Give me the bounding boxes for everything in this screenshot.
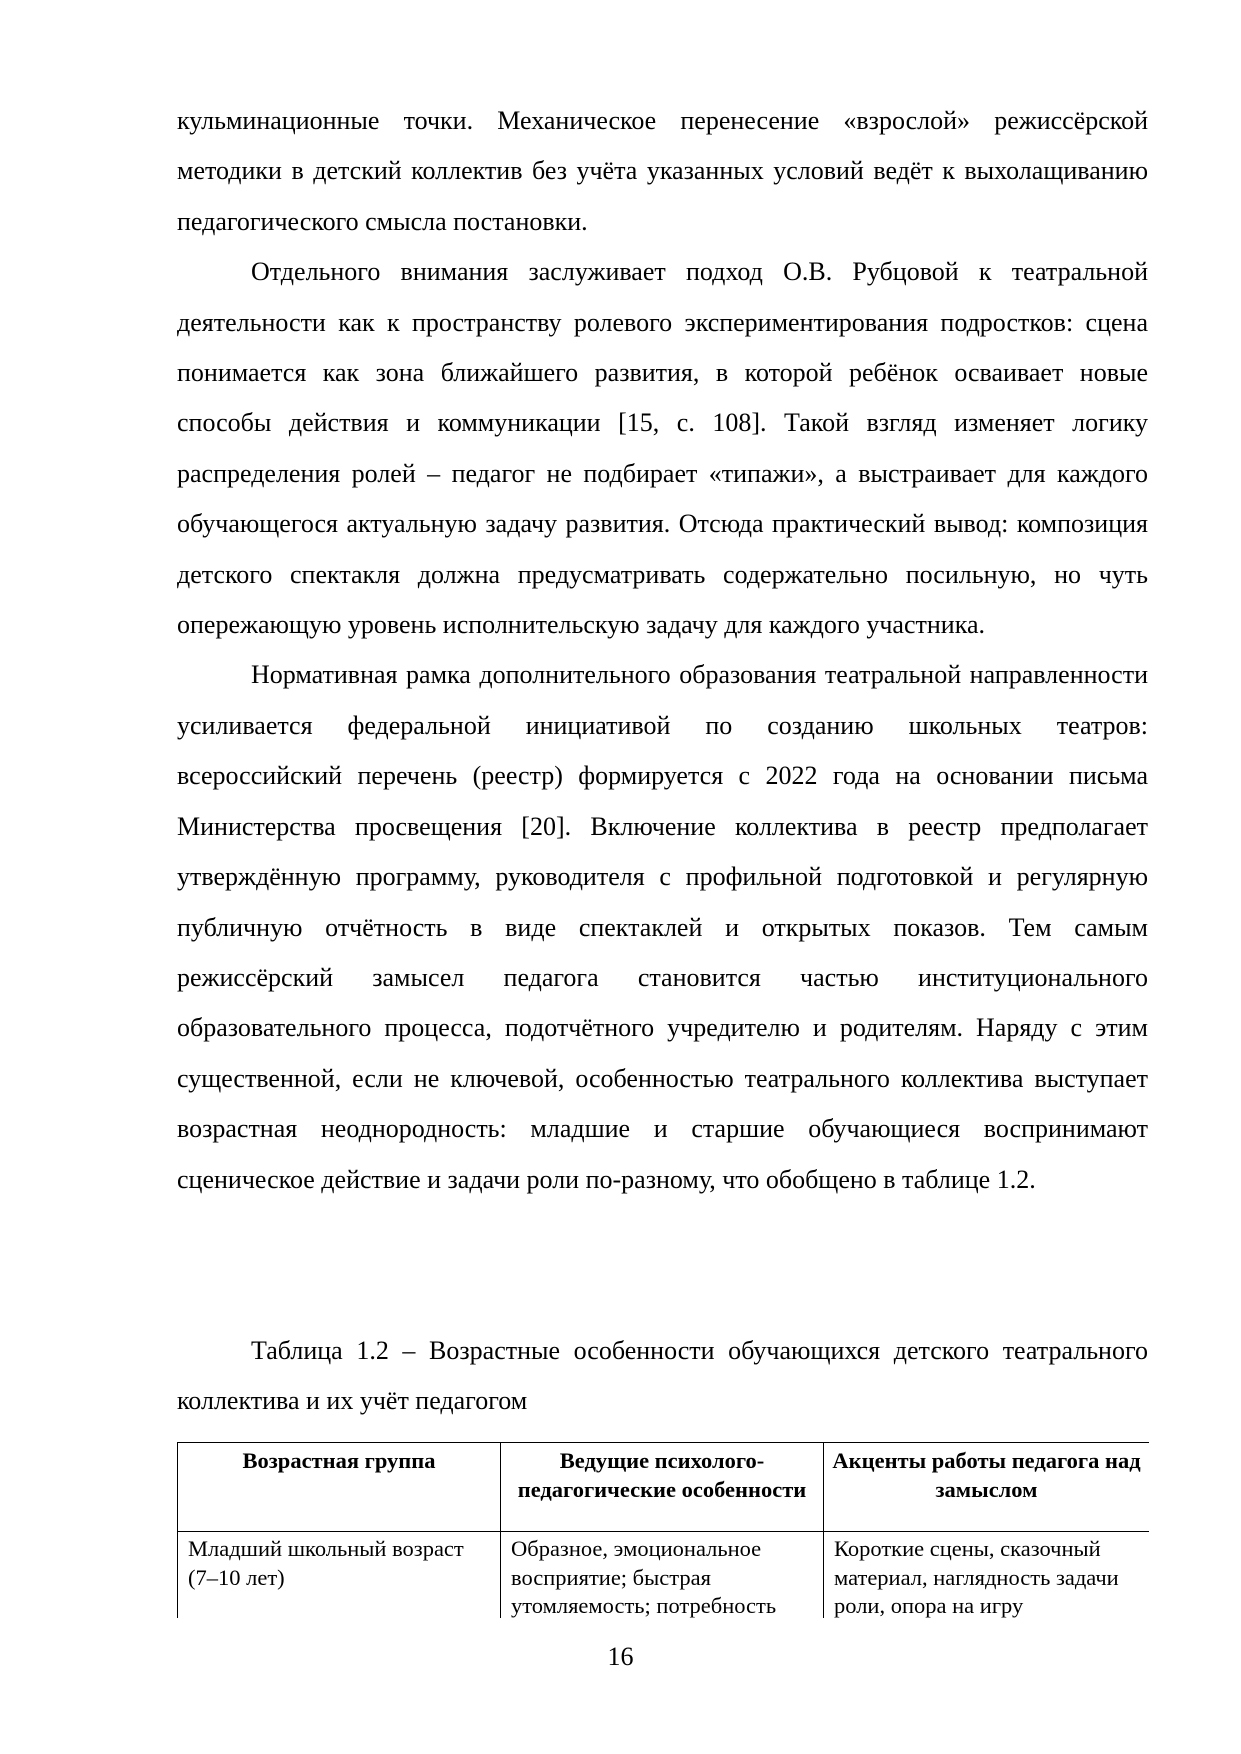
table-header-row [178, 1443, 1150, 1532]
table-header-cell: Ведущие психолого-педагогические особенности [501, 1443, 824, 1532]
page-number: 16 [607, 1642, 634, 1671]
table-cell: Образное, эмоциональное восприятие; быстрая утомляемость; потребность [501, 1532, 824, 1619]
table-caption: Таблица 1.2 – Возрастные особенности обучающихся детского театрального коллектива и их учёт педагогом [177, 1336, 1148, 1416]
paragraph-rubtsova: Отдельного внимания заслуживает подход О.В. Рубцовой к театральной деятельности как к пространству ролевого экспериментирования подростков: сцена понимается как зона ближайшего развития, в которой ребёнок осваивает новые способы действия и коммуникации [15, с. 108]. Такой взгляд изменяет логику распределения ролей – педагог не подбирает «типажи», а выстраивает для каждого обучающегося актуальную задачу развития. Отсюда практический вывод: композиция детского спектакля должна предусматривать содержательно посильную, но чуть опережающую уровень исполнительскую задачу для каждого участника. [177, 257, 1148, 640]
table-cell: Короткие сцены, сказочный материал, наглядность задачи роли, опора на игру [824, 1532, 1150, 1619]
table-container [177, 1442, 1149, 1618]
paragraph-normative-frame: Нормативная рамка дополнительного образования театральной направленности усиливается федеральной инициативой по созданию школьных театров: всероссийский перечень (реестр) формируется с 2022 года на основании письма Министерства просвещения [20]. Включение коллектива в реестр предполагает утверждённую программу, руководителя с профильной подготовкой и регулярную публичную отчётность в виде спектаклей и открытых показов. Тем самым режиссёрский замысел педагога становится частью институционального образовательного процесса, подотчётного учредителю и родителям. Наряду с этим существенной, если не ключевой, особенностью театрального коллектива выступает возрастная неоднородность: младшие и старшие обучающиеся воспринимают сценическое действие и задачи роли по-разному, что обобщено в таблице 1.2. [177, 660, 1148, 1194]
body-text [177, 96, 1148, 1205]
table-header-cell: Возрастная группа [178, 1443, 501, 1532]
table-header-cell: Акценты работы педагога над замыслом [824, 1443, 1150, 1532]
age-features-table [177, 1442, 1149, 1618]
table-row [178, 1532, 1150, 1619]
table-cell: Младший школьный возраст (7–10 лет) [178, 1532, 501, 1619]
paragraph-continuation: кульминационные точки. Механическое перенесение «взрослой» режиссёрской методики в детский коллектив без учёта указанных условий ведёт к выхолащиванию педагогического смысла постановки. [177, 106, 1148, 236]
